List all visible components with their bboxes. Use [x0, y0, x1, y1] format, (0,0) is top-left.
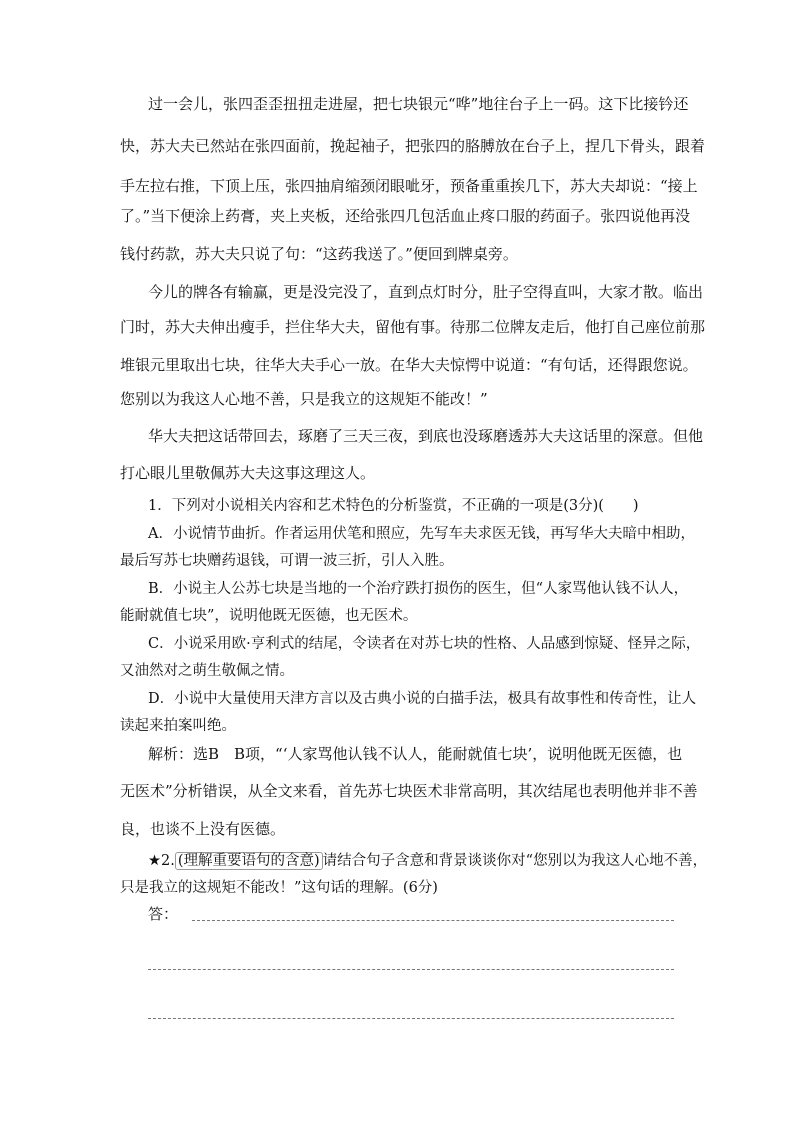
option-b-line2: 能耐就值七块”，说明他既无医德，也无医术。: [120, 608, 418, 624]
passage-line: 打心眼儿里敬佩苏大夫这事这理这人。: [120, 464, 376, 482]
passage-line: 快，苏大夫已然站在张四面前，挽起袖子，把张四的胳膊放在台子上，捏几下骨头，跟着: [120, 137, 706, 155]
passage-line: 今儿的牌各有输赢，更是没完没了，直到点灯时分，肚子空得直叫，大家才散。临出: [148, 283, 704, 301]
answer-line[interactable]: [148, 969, 674, 970]
answer-label: 答：: [148, 905, 179, 923]
passage-line: 了。”当下便涂上药膏，夹上夹板，还给张四几包活血止疼口服的药面子。张四说他再没: [120, 207, 691, 225]
option-a-line2: 最后写苏七块赠药退钱，可谓一波三折，引人入胜。: [120, 553, 454, 569]
passage-line: 您别以为我这人心地不善，只是我立的这规矩不能改！”: [120, 390, 488, 408]
option-c-line2: 又油然对之萌生敬佩之情。: [120, 663, 294, 679]
question-2-text: 请结合句子含意和背景谈谈你对“您别以为我这人心地不善，: [322, 853, 708, 869]
answer-line[interactable]: [192, 920, 674, 921]
question-2-line2: 只是我立的这规矩不能改！”这句话的理解。(6分): [120, 880, 438, 896]
option-a-line1: A．小说情节曲折。作者运用伏笔和照应，先写车夫求医无钱，再写华大夫暗中相助，: [148, 526, 695, 542]
passage-line: 手左拉右推，下顶上压，张四抽肩缩颈闭眼呲牙，预备重重挨几下，苏大夫却说：“接上: [120, 177, 698, 195]
question-type-tag: (理解重要语句的含意): [175, 852, 323, 870]
star-marker: ★2.: [148, 853, 175, 869]
analysis-line: 解析：选B B项，“‘人家骂他认钱不认人，能耐就值七块’，说明他既无医德，也: [148, 745, 683, 763]
question-2-line1: [148, 851, 708, 871]
option-d-line1: D．小说中大量使用天津方言以及古典小说的白描手法，极具有故事性和传奇性，让人: [148, 691, 697, 707]
passage-line: 堆银元里取出七块，往华大夫手心一放。在华大夫惊愕中说道：“有句话，还得跟您说。: [120, 356, 698, 374]
option-d-line2: 读起来拍案叫绝。: [120, 718, 236, 734]
option-b-line1: B．小说主人公苏七块是当地的一个治疗跌打损伤的医生，但“人家骂他认钱不认人，: [148, 581, 689, 597]
option-c-line1: C．小说采用欧·亨利式的结尾，令读者在对苏七块的性格、人品感到惊疑、怪异之际，: [148, 636, 701, 652]
passage-line: 钱付药款，苏大夫只说了句：“这药我送了。”便回到牌桌旁。: [120, 245, 518, 263]
analysis-line: 无医术”分析错误，从全文来看，首先苏七块医术非常高明，其次结尾也表明他并非不善: [120, 782, 698, 800]
analysis-line: 良，也谈不上没有医德。: [120, 820, 286, 838]
question-1-stem: 1．下列对小说相关内容和艺术特色的分析鉴赏，不正确的一项是(3分)( ): [148, 498, 639, 514]
passage-line: 过一会儿，张四歪歪扭扭走进屋，把七块银元“哗”地往台子上一码。这下比接钤还: [148, 95, 689, 113]
passage-line: 门时，苏大夫伸出瘦手，拦住华大夫，留他有事。待那二位牌友走后，他打自己座位前那: [120, 318, 706, 336]
answer-line[interactable]: [148, 1018, 674, 1019]
passage-line: 华大夫把这话带回去，琢磨了三天三夜，到底也没琢磨透苏大夫这话里的深意。但他: [148, 427, 704, 445]
